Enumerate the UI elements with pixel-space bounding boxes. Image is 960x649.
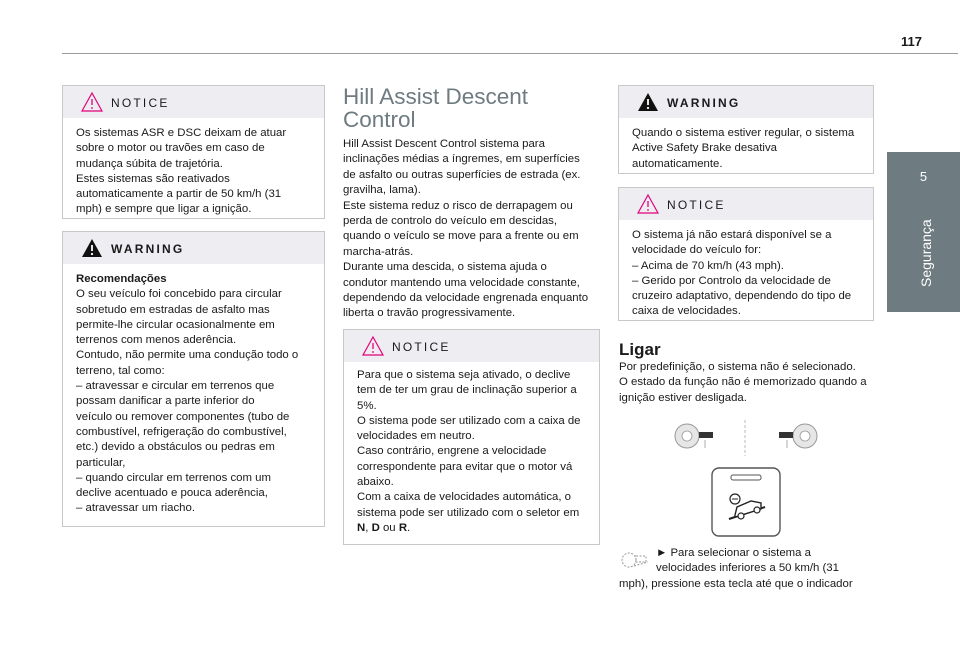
warning-title: WARNING [111,242,185,256]
subsection-heading: Ligar [619,340,661,359]
notice-triangle-icon [81,92,103,112]
warning-triangle-icon [81,238,103,258]
notice-triangle-icon [362,336,384,356]
chapter-title: Segurança [918,219,934,288]
notice-box [618,187,874,321]
warning-box [618,85,874,174]
chapter-number: 5 [919,169,928,184]
notice-triangle-icon [637,194,659,214]
notice-text: Os sistemas ASR e DSC deixam de atuar sobre o motor ou travões em caso de mudança súbita de trajetória. Estes sistemas são reativados automaticamente a partir de 50 km/h (31 mph) e sempre que ligar a ignição. [76,127,287,216]
notice-title: NOTICE [667,198,726,212]
notice-text: O sistema já não estará disponível se a velocidade do veículo for: – Acima de 70 km/h (43 mph). – Gerido por Controlo da velocidade de cruzeiro adaptativo, dependendo do tipo de caixa de velocidades. [632,229,852,318]
page-number: 117 [901,34,922,49]
notice-title: NOTICE [111,96,170,110]
header-rule [62,53,958,54]
notice-title: NOTICE [392,340,451,354]
warning-text: Recomendações O seu veículo foi concebido para circular sobretudo em estradas de asfalto mas permite-lhe circular ocasionalmente em terrenos com menos aderência. Contudo, não permite uma condução todo o terreno, tal como: – atravessar e circular em terrenos que possam danificar a parte inferior do veículo ou remover componentes (tubo de combustível, refrigeração do combustível, etc.) devido a obstáculos ou pedras em particular, – quando circular em terrenos com um declive acentuado e pouca aderência, – atravessar um riacho. [76,273,299,515]
section-body: Hill Assist Descent Control sistema para inclinações médias a íngremes, em superfícies de asfalto ou outras superfícies de estrada (ex. gravilha, lama). Este sistema reduz o risco de derrapagem ou perda de controlo do veículo em descidas, quando o veículo se move para a frente ou em marcha-atrás. Durante uma descida, o sistema ajuda o condutor mantendo uma velocidade constante, dependendo da velocidade engrenada enquanto liberta o travão progressivamente. [343,138,589,320]
notice-text: Para que o sistema seja ativado, o declive tem de ter um grau de inclinação superior a 5%. O sistema pode ser utilizado com a caixa de velocidades em neutro. Caso contrário, engrene a velocidade correspondente para evitar que o motor vá abaixo. Com a caixa de velocidades automática, o sistema pode ser utilizado com o seletor em N, D ou R. [357,369,581,534]
chapter-tab[interactable] [887,152,960,312]
warning-title: WARNING [667,96,741,110]
notice-box [343,329,600,545]
warning-box [62,231,325,527]
notice-box [62,85,325,219]
section-heading: Hill Assist Descent Control [343,84,529,132]
steering-wheel-icon [665,418,825,458]
warning-text: Quando o sistema estiver regular, o sistema Active Safety Brake desativa automaticamente. [632,127,855,170]
warning-triangle-icon [637,92,659,112]
subsection-text: Por predefinição, o sistema não é selecionado. O estado da função não é memorizado quando a ignição estiver desligada. [619,361,867,404]
hill-descent-button-icon[interactable] [711,467,781,537]
step-text: ► Para selecionar o sistema a velocidades inferiores a 50 km/h (31 mph), pressione esta tecla até que o indicador [619,547,853,590]
